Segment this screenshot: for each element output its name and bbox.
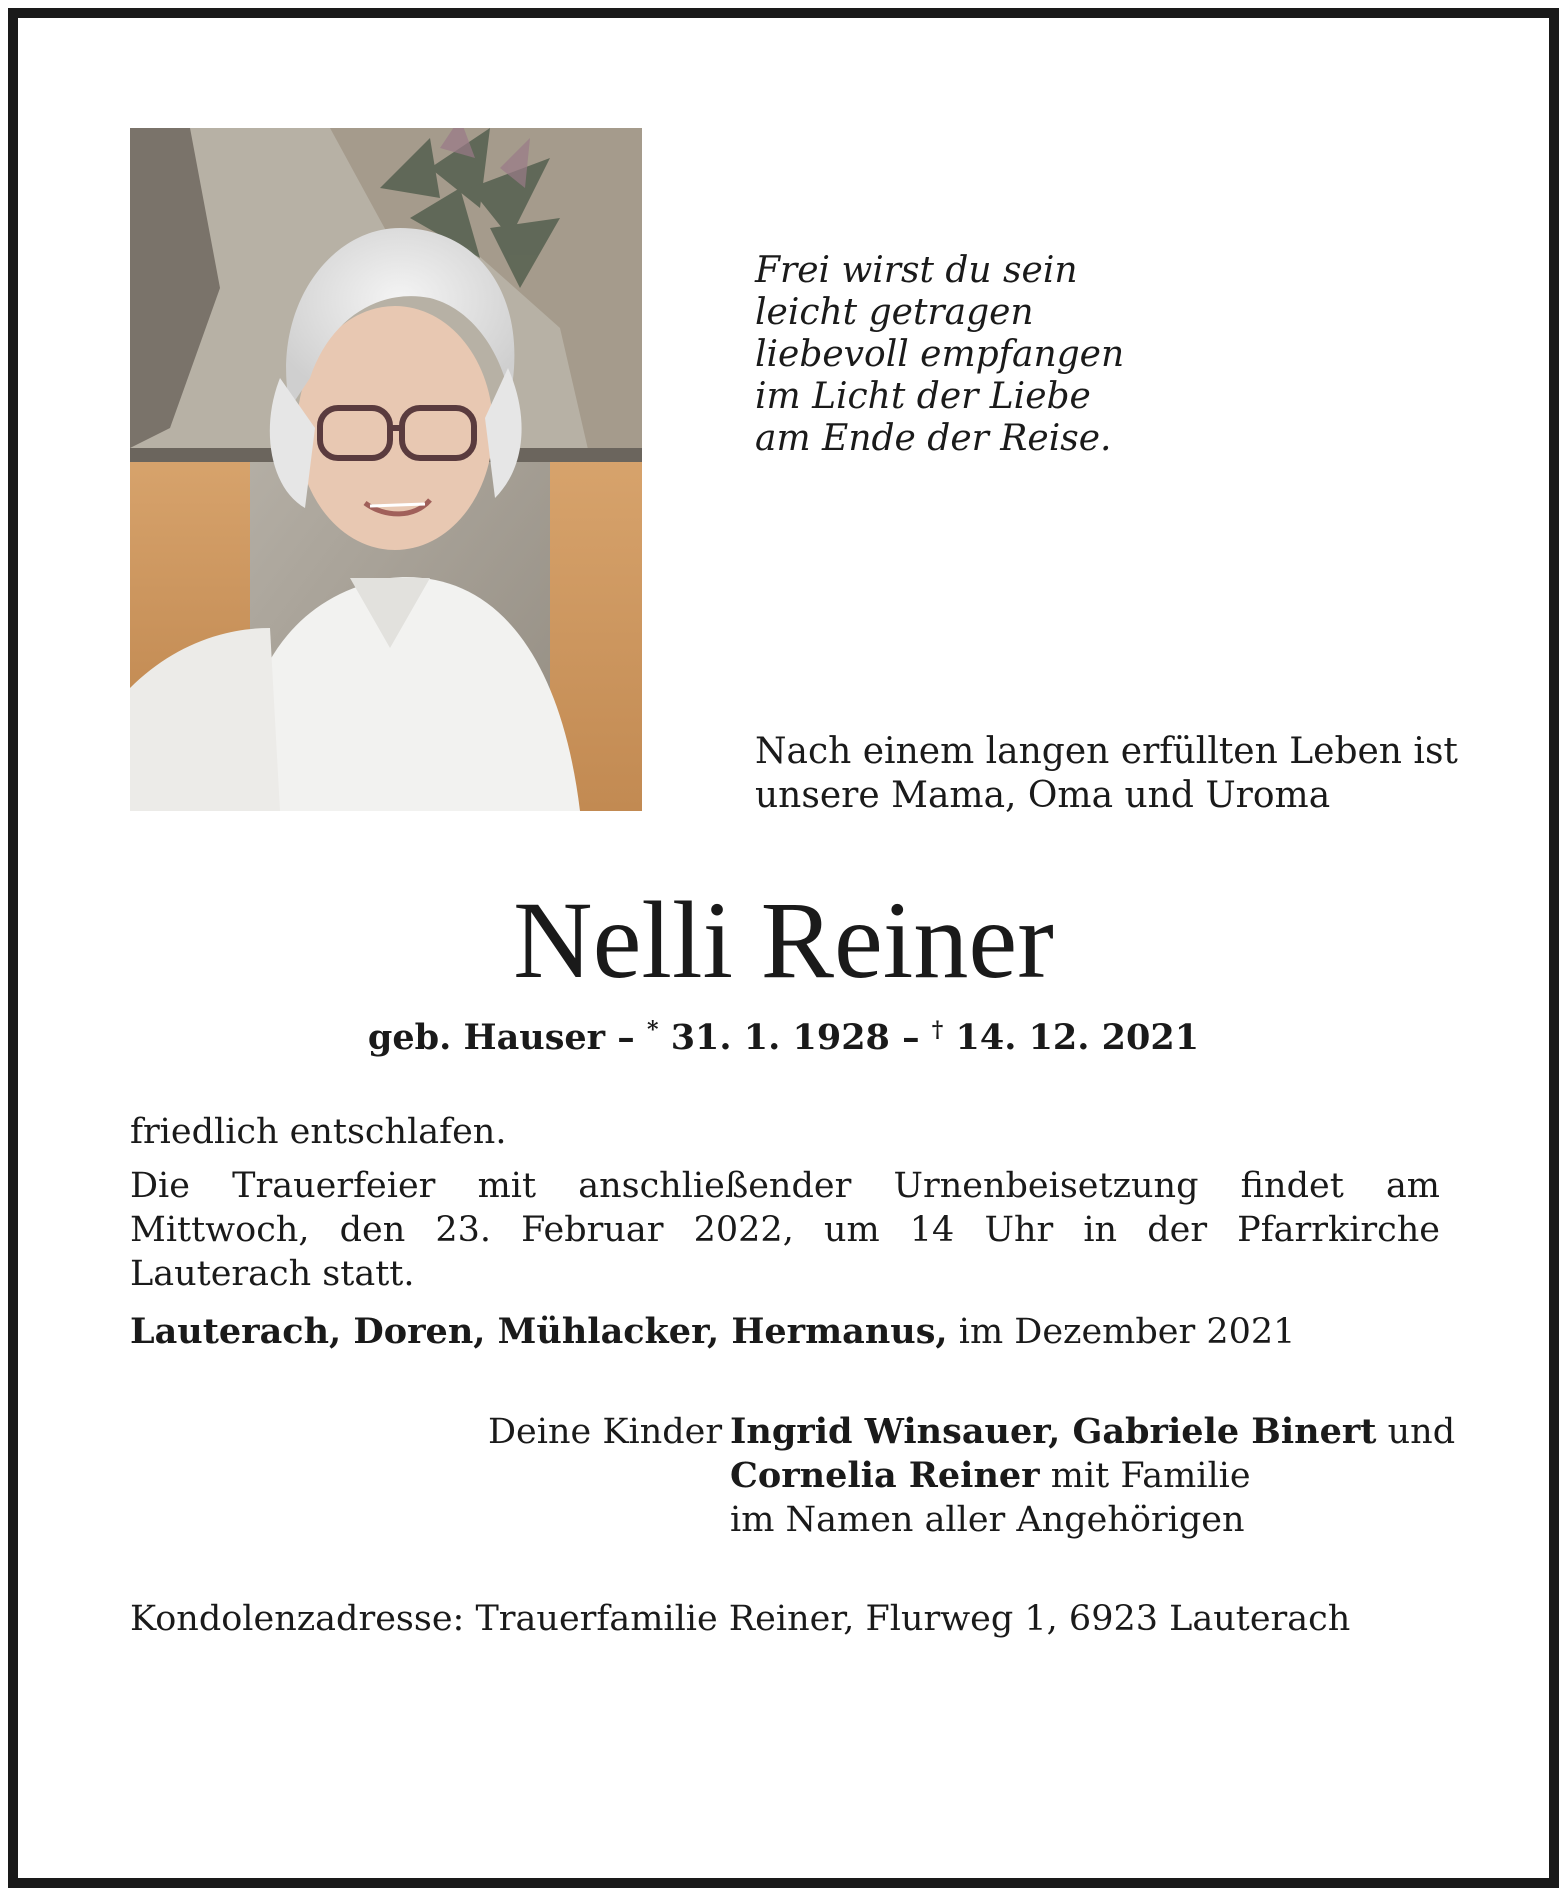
life-dates <box>0 1008 1567 1060</box>
poem-line: am Ende der Reise. <box>755 418 1112 459</box>
poem-line: leicht getragen <box>755 292 1034 333</box>
date-separator: – <box>605 1017 647 1058</box>
intro-text <box>755 730 1458 818</box>
ceremony-paragraph: Die Trauerfeier mit anschließender Urnenbeisetzung findet am Mittwoch, den 23. Februar 2022, um 14 Uhr in der Pfarrkirche Lauterach statt. <box>130 1166 1440 1294</box>
signature-family: mit Familie <box>1039 1456 1251 1496</box>
announcement-body <box>130 1110 1440 1306</box>
places-line <box>130 1310 1295 1354</box>
death-date: 14. 12. 2021 <box>943 1017 1200 1058</box>
places-names: Lauterach, Doren, Mühlacker, Hermanus, <box>130 1311 948 1352</box>
poem-line: liebevoll empfangen <box>755 334 1125 375</box>
poem <box>755 250 1124 460</box>
portrait-photo <box>130 128 642 811</box>
maiden-name: geb. Hauser <box>367 1017 606 1058</box>
signature-and: und <box>1376 1412 1456 1452</box>
birth-symbol: * <box>647 1017 659 1043</box>
intro-line: unsere Mama, Oma und Uroma <box>755 775 1331 816</box>
signature-relatives: im Namen aller Angehörigen <box>730 1500 1245 1540</box>
deceased-name: Nelli Reiner <box>513 879 1054 1001</box>
death-symbol: † <box>931 1017 944 1043</box>
intro-line: Nach einem langen erfüllten Leben ist <box>755 731 1458 772</box>
places-date: im Dezember 2021 <box>947 1312 1296 1352</box>
signature-name: Cornelia Reiner <box>730 1455 1040 1496</box>
condolence-address: Kondolenzadresse: Trauerfamilie Reiner, Flurweg 1, 6923 Lauterach <box>130 1599 1351 1639</box>
poem-line: im Licht der Liebe <box>755 376 1091 417</box>
signature-block <box>488 1410 1455 1542</box>
signature-names: Ingrid Winsauer, Gabriele Binert <box>730 1411 1377 1452</box>
signature-lead: Deine Kinder <box>488 1412 723 1452</box>
birth-date: 31. 1. 1928 <box>658 1017 890 1058</box>
poem-line: Frei wirst du sein <box>755 250 1078 291</box>
passing-line: friedlich entschlafen. <box>130 1112 507 1152</box>
date-separator: – <box>889 1017 932 1058</box>
